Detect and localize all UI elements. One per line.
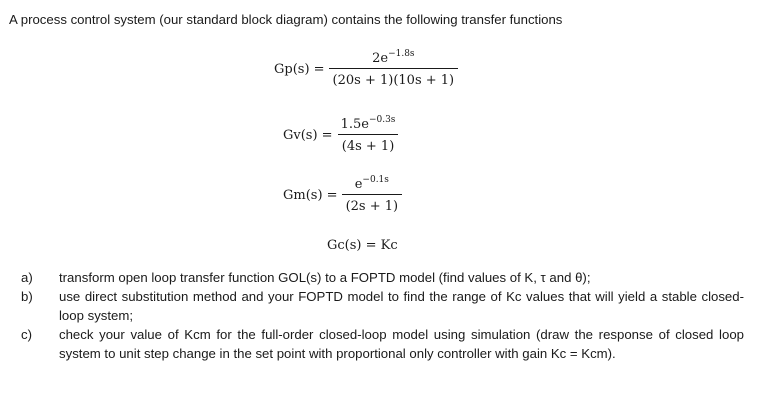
gp-fraction bbox=[329, 51, 459, 88]
gp-denominator: (20s + 1)(10s + 1) bbox=[329, 68, 459, 88]
gv-num-base: 1.5e bbox=[340, 117, 369, 132]
gv-numerator bbox=[337, 117, 400, 134]
gm-lhs: Gm(s) = bbox=[283, 188, 338, 203]
gp-numerator bbox=[368, 51, 418, 68]
equation-gv bbox=[283, 117, 399, 154]
question-b bbox=[9, 287, 744, 325]
equation-gc bbox=[327, 238, 398, 253]
gp-num-exponent: −1.8s bbox=[388, 49, 415, 59]
gv-fraction bbox=[337, 117, 400, 154]
gp-lhs: Gp(s) = bbox=[274, 62, 325, 77]
question-a-text: transform open loop transfer function GOL(s) to a FOPTD model (find values of K, τ and θ); bbox=[59, 270, 591, 285]
gm-num-exponent: −0.1s bbox=[362, 175, 389, 185]
equation-gm bbox=[283, 177, 402, 214]
question-c bbox=[9, 325, 744, 363]
question-b-text: use direct substitution method and your FOPTD model to find the range of Kc values that will yield a stable closed-loop system; bbox=[59, 289, 744, 323]
gm-numerator bbox=[351, 177, 393, 194]
question-list bbox=[9, 268, 744, 363]
gv-num-exponent: −0.3s bbox=[368, 115, 396, 125]
gm-denominator: (2s + 1) bbox=[342, 194, 403, 214]
gm-num-base: e bbox=[354, 177, 363, 192]
equation-gp bbox=[274, 51, 458, 88]
gm-fraction bbox=[342, 177, 403, 214]
question-b-letter: b) bbox=[21, 289, 33, 304]
intro-text: A process control system (our standard block diagram) contains the following transfer functions bbox=[9, 12, 563, 27]
gv-denominator: (4s + 1) bbox=[338, 134, 399, 154]
question-c-text: check your value of Kcm for the full-order closed-loop model using simulation (draw the response of closed loop system to unit step change in the set point with proportional only controller with gain Kc = Kcm). bbox=[59, 327, 744, 361]
question-a bbox=[9, 268, 744, 287]
question-a-letter: a) bbox=[21, 270, 33, 285]
question-c-letter: c) bbox=[21, 327, 32, 342]
gc-text: Gc(s) = Kc bbox=[327, 238, 398, 253]
gv-lhs: Gv(s) = bbox=[283, 128, 333, 143]
gp-num-base: 2e bbox=[372, 51, 389, 66]
